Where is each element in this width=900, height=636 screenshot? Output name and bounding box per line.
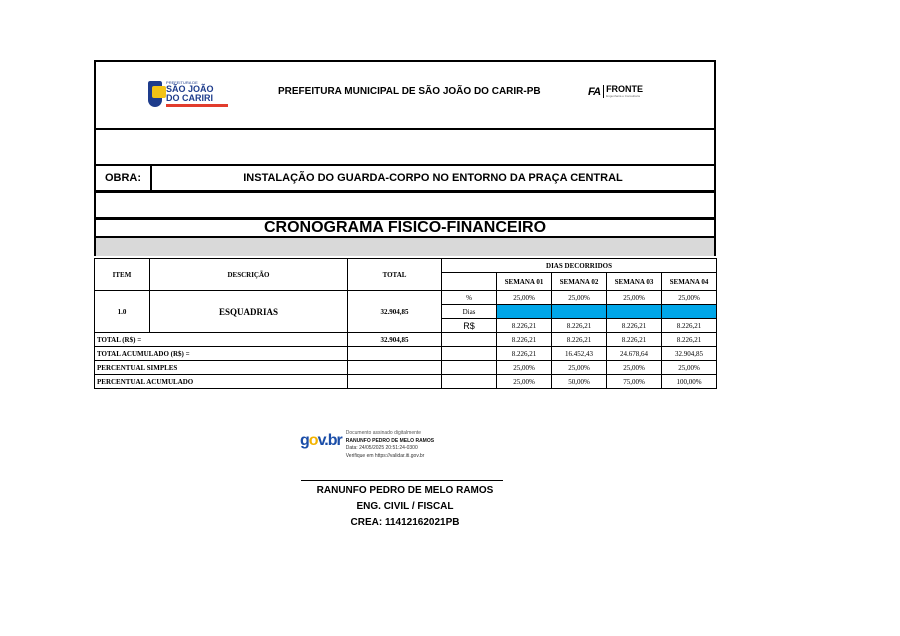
total-cell: 8.226,21: [552, 333, 607, 347]
municipal-logo: [148, 78, 228, 110]
obra-row: [94, 164, 716, 192]
simples-label: PERCENTUAL SIMPLES: [95, 361, 348, 375]
fronte-logo-sub: Engenharia e Consultoria: [606, 94, 640, 98]
row-label: R$: [442, 319, 497, 333]
fronte-icon: FA: [588, 85, 601, 98]
obra-label: OBRA:: [96, 166, 152, 190]
col-desc-header: DESCRIÇÃO: [150, 259, 348, 291]
dias-bar: [662, 305, 717, 319]
item-number: 1.0: [95, 291, 150, 333]
dias-bar: [552, 305, 607, 319]
signature-date: Data: 24/05/2025 20:51:24-0300: [345, 445, 418, 451]
signature-doc-text: Documento assinado digitalmente: [345, 430, 422, 436]
perc-acum-cell: 100,00%: [662, 375, 717, 389]
rs-cell: 8.226,21: [552, 319, 607, 333]
simples-cell: 25,00%: [552, 361, 607, 375]
signer-crea: CREA: 11412162021PB: [350, 517, 460, 528]
grey-band: [94, 238, 716, 256]
signature-signer: RANUNFO PEDRO DE MELO RAMOS: [345, 437, 435, 444]
acumulado-cell: 32.904,85: [662, 347, 717, 361]
fronte-logo-text: FRONTE: [606, 84, 644, 94]
blank-row-2: [94, 191, 716, 219]
perc-acum-label: PERCENTUAL ACUMULADO: [95, 375, 348, 389]
semana-header: SEMANA 04: [662, 273, 717, 291]
pct-cell: 25,00%: [552, 291, 607, 305]
acumulado-cell: 8.226,21: [497, 347, 552, 361]
total-cell: 8.226,21: [662, 333, 717, 347]
total-label: TOTAL (R$) =: [95, 333, 348, 347]
total-cell: 8.226,21: [497, 333, 552, 347]
document-title: CRONOGRAMA FÍSICO-FINANCEIRO: [94, 218, 716, 238]
dias-bar: [497, 305, 552, 319]
signature-line: [301, 480, 503, 481]
simples-cell: 25,00%: [662, 361, 717, 375]
pct-cell: 25,00%: [497, 291, 552, 305]
total-value: 32.904,85: [348, 333, 442, 347]
acumulado-cell: 16.452,43: [552, 347, 607, 361]
obra-text: INSTALAÇÃO DO GUARDA-CORPO NO ENTORNO DA PRAÇA CENTRAL: [243, 172, 623, 184]
govbr-logo: gov.br: [300, 432, 342, 449]
crest-icon: [148, 81, 162, 107]
perc-acum-cell: 25,00%: [497, 375, 552, 389]
signature-verify-link[interactable]: Verifique em https://validar.iti.gov.br: [345, 452, 425, 459]
rs-cell: 8.226,21: [662, 319, 717, 333]
simples-cell: 25,00%: [497, 361, 552, 375]
digital-signature-stamp: [300, 432, 434, 460]
signer-role: ENG. CIVIL / FISCAL: [356, 501, 454, 512]
col-total-header: TOTAL: [348, 259, 442, 291]
item-total: 32.904,85: [348, 291, 442, 333]
page-header-title: PREFEITURA MUNICIPAL DE SÃO JOÃO DO CARIR-PB: [278, 86, 541, 97]
logo-small-text: PREFEITURA DE: [166, 80, 198, 85]
simples-cell: 25,00%: [607, 361, 662, 375]
dias-decorridos-header: DIAS DECORRIDOS: [442, 259, 717, 273]
blank-row: [94, 128, 716, 166]
item-description: ESQUADRIAS: [150, 291, 348, 333]
signer-name: RANUNFO PEDRO DE MELO RAMOS: [316, 485, 494, 496]
perc-acum-cell: 75,00%: [607, 375, 662, 389]
schedule-table: [94, 258, 717, 389]
acumulado-cell: 24.678,64: [607, 347, 662, 361]
semana-header: SEMANA 03: [607, 273, 662, 291]
perc-acum-cell: 50,00%: [552, 375, 607, 389]
rs-cell: 8.226,21: [497, 319, 552, 333]
total-cell: 8.226,21: [607, 333, 662, 347]
col-item-header: ITEM: [95, 259, 150, 291]
row-label: %: [442, 291, 497, 305]
semana-header: SEMANA 01: [497, 273, 552, 291]
logo-big-text: SÃO JOÃO DO CARIRI: [166, 84, 214, 103]
semana-header: SEMANA 02: [552, 273, 607, 291]
fronte-logo: [588, 85, 643, 98]
rs-cell: 8.226,21: [607, 319, 662, 333]
row-label: Dias: [442, 305, 497, 319]
pct-cell: 25,00%: [662, 291, 717, 305]
pct-cell: 25,00%: [607, 291, 662, 305]
dias-bar: [607, 305, 662, 319]
acumulado-label: TOTAL ACUMULADO (R$) =: [95, 347, 348, 361]
